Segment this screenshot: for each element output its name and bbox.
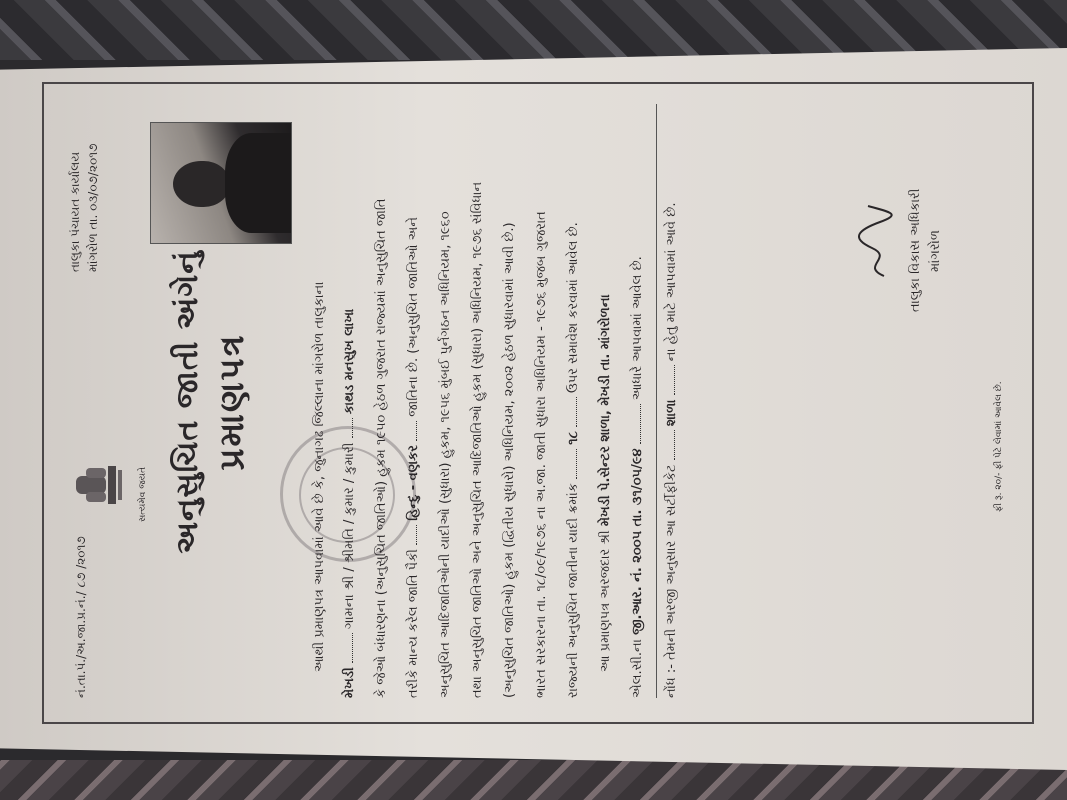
divider — [656, 104, 657, 698]
state-emblem-icon — [72, 458, 136, 512]
body-line-9 — [566, 104, 581, 698]
body-line-5: અનુસુચિત આદિજાતિઓની યાદીઓ (સુધારા) હુકમ, ૧૯૫૬ મુંબઈ પુર્નગઠન અધિનિયમ, ૧૯૬૦ — [438, 211, 453, 698]
list-number-label: રાજ્યની અનુસુચિત જાતીના યાદી ક્રમાંક — [566, 483, 581, 698]
photo-body — [225, 133, 291, 233]
body-line-7: (અનુસુચિત જાતિઓ) હુકમ (દ્વિતીય સુધારો) અધિનિયમ, ૨૦૦૨ હેઠળ સુધારવામાં આવી છે.) — [502, 222, 517, 698]
signatory-title: તાલુકા વિકાસ અધિકારી — [908, 188, 923, 312]
purpose-value: શાળા — [664, 399, 679, 427]
lc-label: એલ.સી.ના — [630, 639, 645, 698]
title-options: ગામના શ્રી / શ્રીમતિ / કુમાર / કુમારી — [342, 442, 357, 629]
village-name: મેખડી — [342, 667, 357, 698]
caste-label-post: જાતિના છે. (અનુસુચિત જાતિઓ અને — [406, 216, 421, 417]
emblem-caption: સત્યમેવ જયતે — [138, 466, 148, 522]
applicant-name: કાથડ મનસુખ લાખા — [342, 308, 357, 415]
school-name: મેખડી પે.સેન્ટર શાળા, મેખડી તા. માંગરોળના — [598, 294, 613, 527]
reference-number: નં.તા.પં./અ.જા.પ્ર.નં./ ૮૭ /૨૦૧૭ — [74, 536, 88, 698]
body-line-3: કે જેઓ બંધારણના (અનુસુચિત જાતિઓ) હુકમ ૧૯૫૦ હેઠળ ગુજરાત રાજ્યમાં અનુસુચિત જાતિ — [374, 198, 389, 698]
signatory-place: માંગરોળ — [928, 230, 943, 272]
office-name: તાલુકા પંચાયત કાર્યાલય — [68, 151, 82, 272]
rotated-document-area — [50, 90, 1022, 712]
body-line-10 — [598, 104, 613, 672]
body-line-1: આથી પ્રમાણપત્ર આપવામાં આવે છે કે, જુનાગઢ જિલ્લાના માંગરોળ તાલુકાના — [312, 281, 327, 672]
caste-value: હિન્દુ - વણકર — [406, 444, 421, 521]
lc-label-post: આધારે આપવામાં આવેલ છે. — [630, 256, 645, 401]
note-label: નોંધ :- તેમની અરજી અનુસાર આ સર્ટીફીકેટ — [664, 464, 679, 698]
signature-icon — [850, 202, 900, 282]
body-line-2 — [342, 104, 357, 698]
applicant-photo — [150, 122, 292, 244]
certificate — [50, 90, 1022, 712]
body-line-4 — [406, 104, 421, 698]
certificate-title: અનુસુચિત જાતી અંગેનું — [170, 250, 205, 554]
photo-head — [173, 161, 229, 207]
background-fabric-top — [0, 0, 1067, 60]
body-line-6: તથા અનુસુચિત જાતિઓ અને અનુસુચિત આદિજાતિઓ હુકમ (સુધારા) અધિનિયમ, ૧૯૭૬ સંવિધાન — [470, 181, 485, 698]
body-line-11 — [630, 104, 645, 698]
list-number-value: ૧૮ — [566, 431, 581, 445]
list-number-post: ઉપર સમાવેશ કરવામાં આવેલ છે. — [566, 222, 581, 393]
register-number: જી.આર. નં. ૨૦૦૫ તા. ૩૧/૦૫/૯૪ — [630, 448, 645, 635]
fee-note: ફી રૂ. ૨૦/- ફી પેટે લેવામાં આવેલ છે. — [994, 381, 1004, 512]
body-line-8: ભારત સરકારના તા. ૧૮/૦૯/૧૯૭૬ ના અ.જા. જાતી સુધારા અધિનિયમ - ૧૯૭૬ મુજબ ગુજરાત — [534, 211, 549, 698]
note-label-post: ના હેતુ માટે આપવામાં આવે છે. — [664, 202, 679, 362]
office-place-date: માંગરોળ તા. ૦૩/૦૭/૨૦૧૭ — [86, 143, 100, 272]
applicant-label: આ પ્રમાણપત્ર અરજદાર શ્રી — [598, 530, 613, 672]
body-line-12 — [664, 104, 679, 698]
caste-label: તરીકે માન્ય કરેલ જાતિ પૈકી — [406, 549, 421, 698]
certificate-subtitle: પ્રમાણપત્ર — [212, 333, 252, 471]
